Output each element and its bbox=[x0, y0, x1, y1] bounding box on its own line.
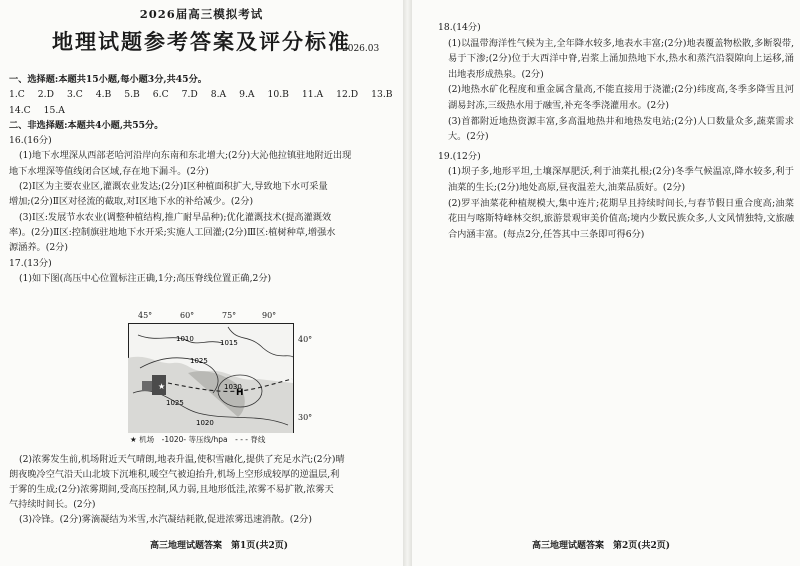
mc-answer: 2.D bbox=[37, 89, 54, 101]
mc-answer: 9.A bbox=[239, 89, 255, 101]
page-gutter bbox=[403, 0, 412, 566]
right-answers bbox=[438, 20, 794, 242]
isobar-label: 1020 bbox=[196, 419, 214, 427]
q16-answer-1b: 地下水埋深等值线闭合区域,存在地下漏斗。(2分) bbox=[9, 165, 209, 177]
isobar-map-svg bbox=[128, 313, 294, 433]
q18-answer-3: (3)首都附近地热资源丰富,多高温地热井和地热发电站;(2分)人口数量众多,蔬菜需求大。(2分) bbox=[448, 115, 794, 143]
q17-answer-2: (2)浓雾发生前,机场附近天气晴朗,地表升温,使积雪融化,提供了充足水汽;(2分)晴 bbox=[19, 454, 345, 465]
q18-answer-1a: (1)以温带海洋性气候为主,全年降水较多,地表水丰富;(2分)地表覆盖物松散,多断裂带, bbox=[448, 37, 794, 49]
latitude-label: 40° bbox=[298, 335, 313, 344]
mc-answer: 10.B bbox=[267, 89, 289, 101]
map-legend: ★ 机场 -1020- 等压线/hpa - - - 脊线 bbox=[130, 435, 266, 444]
mc-answer-row-2 bbox=[9, 103, 394, 118]
q16-answer-3: (3)Ⅰ区:发展节水农业(调整种植结构,推广耐旱品种);优化灌溉技术(提高灌溉效 bbox=[19, 211, 332, 223]
isobar-label: 1030 bbox=[224, 383, 242, 391]
main-title: 地理试题参考答案及评分标准 bbox=[52, 29, 351, 54]
q17-answer-3: (3)冷锋。(2分)雾滴凝结为米雪,水汽凝结耗散,促进浓雾迅速消散。(2分) bbox=[19, 514, 312, 525]
mc-answer: 6.C bbox=[152, 89, 169, 101]
longitude-label: 75° bbox=[222, 311, 237, 320]
page-footer-2: 高三地理试题答案 第2页(共2页) bbox=[532, 541, 671, 551]
q16-heading: 16.(16分) bbox=[9, 135, 52, 147]
longitude-label: 60° bbox=[180, 311, 195, 320]
q16-answer-2: (2)Ⅰ区为主要农业区,灌溉农业发达;(2分)Ⅰ区种植面积扩大,导致地下水可采量 bbox=[19, 181, 328, 193]
q17-answer-2d: 气持续时间长。(2分) bbox=[9, 499, 96, 510]
mc-answer: 12.D bbox=[336, 89, 359, 101]
q16-answer-3c: 源涵养。(2分) bbox=[9, 242, 68, 254]
right-page-body bbox=[412, 0, 800, 566]
mc-answer: 3.C bbox=[66, 89, 83, 101]
isobar-label: 1010 bbox=[176, 335, 194, 343]
q16-answer-3b: 率)。(2分)Ⅱ区:控制旗驻地地下水开采;实施人工回灌;(2分)Ⅲ区:植树种草,增强水 bbox=[9, 226, 336, 238]
latitude-label: 30° bbox=[298, 413, 313, 422]
q18-heading: 18.(14分) bbox=[438, 22, 481, 33]
longitude-label: 90° bbox=[262, 311, 277, 320]
q19-answer-1: (1)坝子多,地形平坦,土壤深厚肥沃,利于油菜扎根;(2分)冬季气候温凉,降水较多,利于油菜的生长;(2分)地处高原,昼夜温差大,油菜品质好。(2分) bbox=[448, 166, 794, 193]
isobar-label: 1025 bbox=[166, 399, 184, 407]
mc-answer: 15.A bbox=[43, 104, 65, 116]
q17-answer-2c: 于雾的生成;(2分)浓雾期间,受高压控制,风力弱,且地形低洼,浓雾不易扩散,浓雾天 bbox=[9, 484, 334, 495]
isobar-label: 1015 bbox=[220, 339, 238, 347]
mc-answer: 4.B bbox=[95, 89, 112, 101]
left-answers bbox=[9, 72, 394, 286]
mc-answer: 1.C bbox=[9, 89, 25, 101]
q17-heading: 17.(13分) bbox=[9, 257, 52, 269]
q17-answer-2b: 朗夜晚冷空气沿天山北坡下沉堆积,暖空气被迫抬升,机场上空形成较厚的逆温层,利 bbox=[9, 469, 340, 480]
q18-answer-1 bbox=[438, 36, 794, 83]
mc-answer-row-1 bbox=[9, 87, 394, 102]
q16-answer-1: (1)地下水埋深从西部老哈河沿岸向东南和东北增大;(2分)大沁他拉镇驻地附近出现 bbox=[19, 150, 352, 162]
exam-date: 2026.03 bbox=[342, 44, 380, 54]
high-pressure-center: H bbox=[236, 388, 244, 398]
pressure-map bbox=[128, 311, 313, 433]
mc-answer: 13.B bbox=[371, 89, 393, 101]
mc-answer: 5.B bbox=[124, 89, 140, 101]
section1-heading: 一、选择题:本题共15小题,每小题3分,共45分。 bbox=[9, 74, 207, 85]
longitude-label: 45° bbox=[138, 311, 153, 320]
mc-answer: 11.A bbox=[301, 89, 324, 101]
q19-answer-2: (2)罗平油菜花种植规模大,集中连片;花期早且持续时间长,与春节假日重合度高;油菜花田与喀斯特峰林交织,旅游景观审美价值高;境内少数民族众多,人文风情独特,文旅融合内涵丰富。(每点2分,任答其中三条即可得6分) bbox=[448, 197, 794, 240]
dark-region bbox=[142, 381, 152, 391]
q18-answer-1b: 易于下渗;(2分)位于大西洋中脊,岩浆上涌加热地下水,热水和蒸汽沿裂隙向上运移,涌出地表形成热泉。(2分) bbox=[448, 53, 794, 80]
section2-heading: 二、非选择题:本题共4小题,共55分。 bbox=[9, 119, 164, 131]
airport-star-icon: ★ bbox=[158, 382, 166, 391]
left-answers-2 bbox=[9, 452, 394, 527]
page-footer-1: 高三地理试题答案 第1页(共2页) bbox=[150, 541, 289, 551]
q17-answer-1: (1)如下图(高压中心位置标注正确,1分;高压脊线位置正确,2分) bbox=[19, 272, 272, 284]
mc-answer: 7.D bbox=[181, 89, 198, 101]
mc-answer: 8.A bbox=[210, 89, 227, 101]
q19-heading: 19.(12分) bbox=[438, 150, 481, 162]
exam-title: 2026届高三模拟考试 bbox=[139, 7, 264, 21]
q18-answer-2: (2)地热水矿化程度和重金属含量高,不能直接用于浇灌;(2分)纬度高,冬季多降雪且河湖易封冻,三级热水用于融雪,补充冬季浇灌用水。(2分) bbox=[448, 84, 794, 111]
isobar-label: 1025 bbox=[190, 357, 208, 365]
mc-answer: 14.C bbox=[9, 104, 31, 116]
q16-answer-2b: 增加;(2分)Ⅱ区对径流的截取,对Ⅰ区地下水的补给减少。(2分) bbox=[9, 196, 254, 208]
